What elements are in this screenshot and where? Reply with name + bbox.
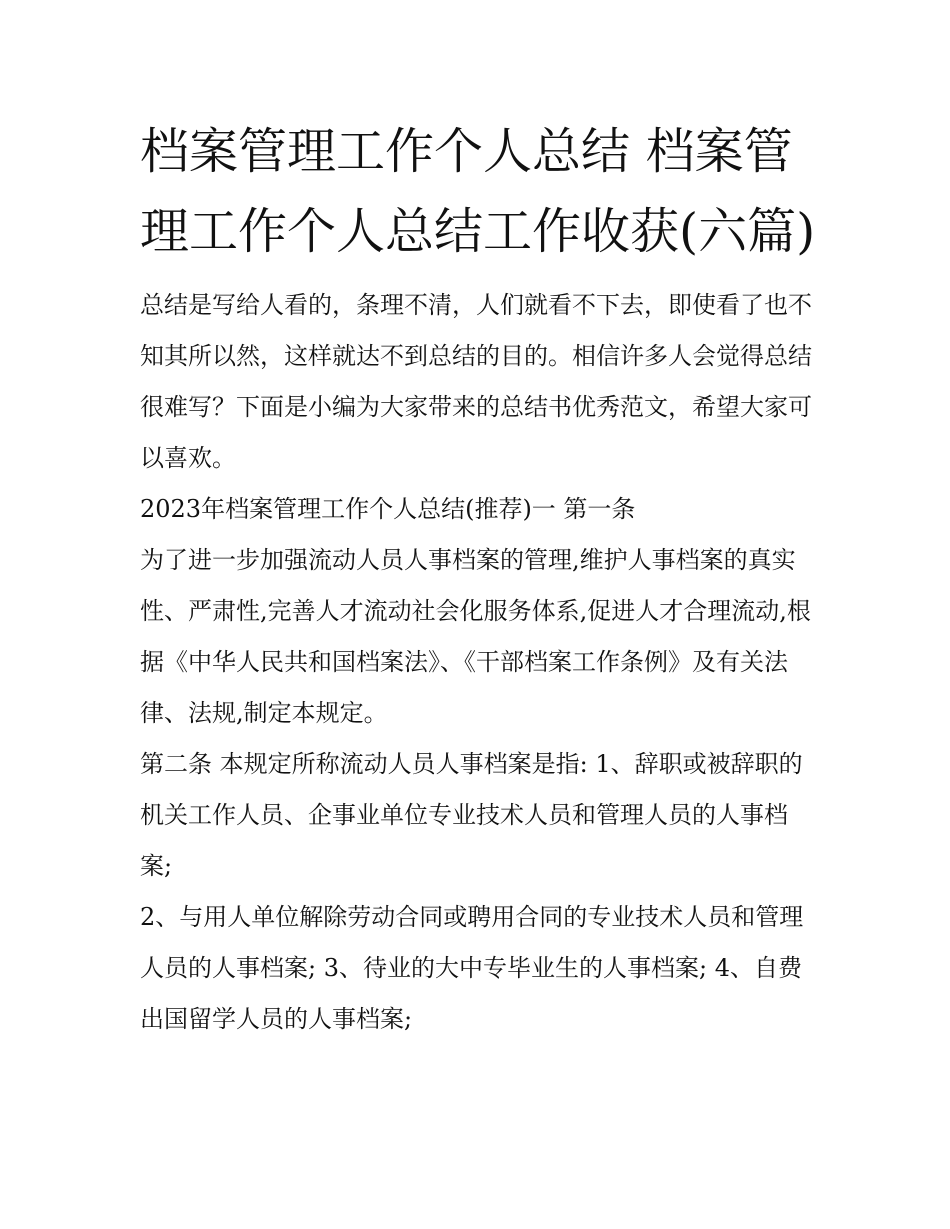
paragraph-intro: 总结是写给人看的，条理不清，人们就看不下去，即使看了也不知其所以然，这样就达不到总结的目的。相信许多人会觉得总结很难写？下面是小编为大家带来的总结书优秀范文，希望大家可以喜欢。 — [140, 291, 812, 472]
document-body — [140, 112, 820, 1045]
paragraph-purpose: 为了进一步加强流动人员人事档案的管理,维护人事档案的真实性、严肃性,完善人才流动社会化服务体系,促进人才合理流动,根据《中华人民共和国档案法》、《干部档案工作条例》及有关法律、法规,制定本规定。 — [140, 546, 811, 727]
paragraph-heading-first-article: 2023年档案管理工作个人总结(推荐)一 第一条 — [140, 495, 636, 523]
paragraph-list-items: 2、与用人单位解除劳动合同或聘用合同的专业技术人员和管理人员的人事档案; 3、待业的大中专毕业生的人事档案; 4、自费出国留学人员的人事档案; — [140, 903, 804, 1033]
document-title: 档案管理工作个人总结 档案管理工作个人总结工作收获(六篇) — [140, 123, 816, 260]
paragraph-second-article: 第二条 本规定所称流动人员人事档案是指: 1、辞职或被辞职的机关工作人员、企事业单位专业技术人员和管理人员的人事档案; — [140, 750, 803, 880]
